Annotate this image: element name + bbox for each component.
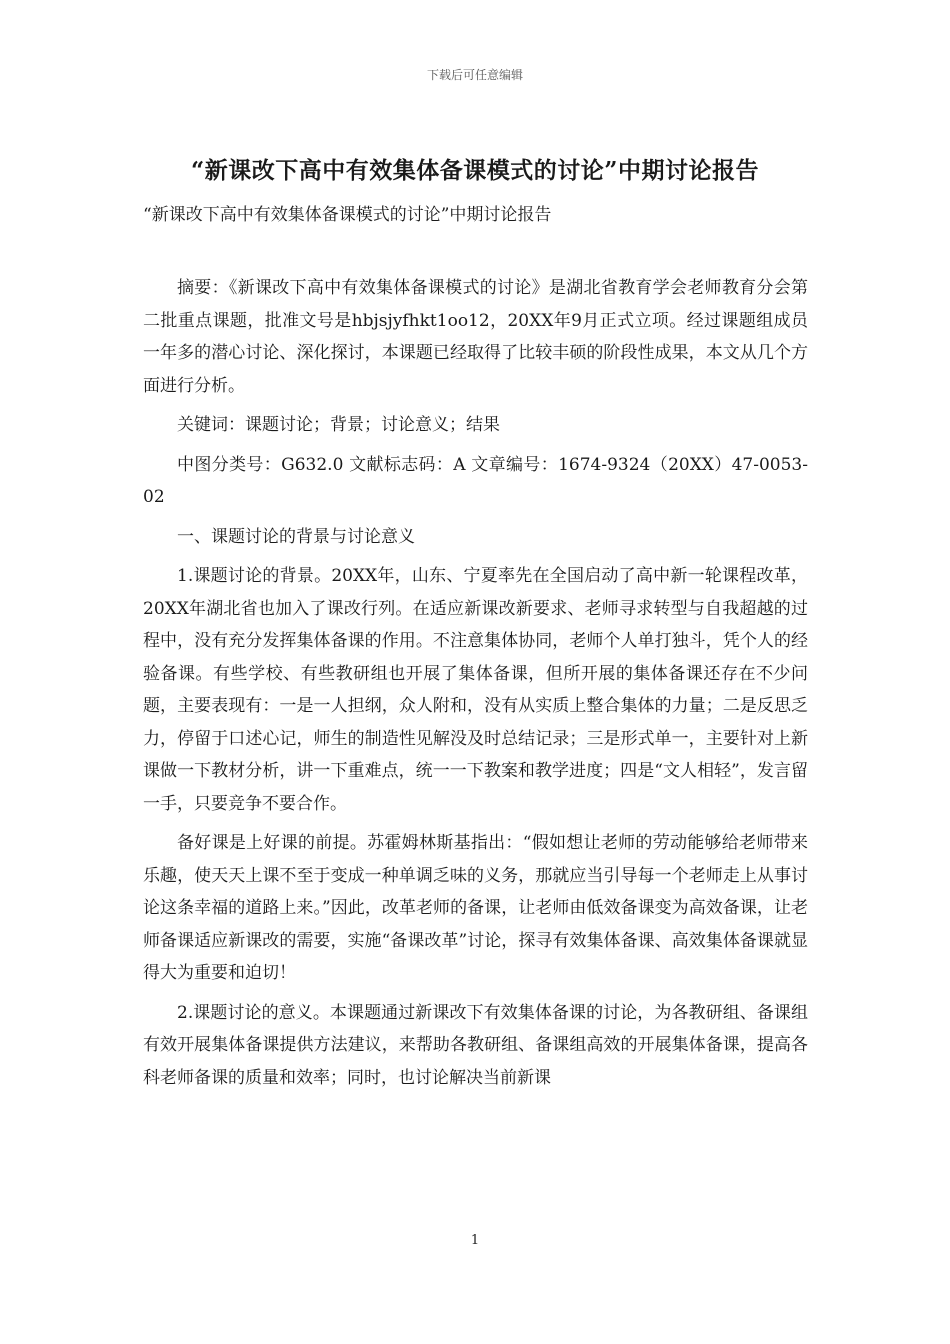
section-heading: 一、课题讨论的背景与讨论意义 bbox=[177, 526, 415, 547]
body-paragraph: 1.课题讨论的背景。20XX年，山东、宁夏率先在全国启动了高中新一轮课程改革，20XX年湖北省也加入了课改行列。在适应新课改新要求、老师寻求转型与自我超越的过程中，没有充分发挥集体备课的作用。不注意集体协同，老师个人单打独斗，凭个人的经验备课。有些学校、有些教研组也开展了集体备课，但所开展的集体备课还存在不少问题，主要表现有：一是一人担纲，众人附和，没有从实质上整合集体的力量；二是反思乏力，停留于口述心记，师生的制造性见解没及时总结记录；三是形式单一，主要针对上新课做一下教材分析，讲一下重难点，统一一下教案和教学进度；四是“文人相轻”，发言留一手，只要竞争不要合作。 bbox=[143, 566, 808, 814]
document-title: “新课改下高中有效集体备课模式的讨论”中期讨论报告 bbox=[191, 157, 759, 184]
classification-paragraph: 中图分类号：G632.0 文献标志码：A 文章编号：1674-9324（20XX）47-0053-02 bbox=[143, 454, 808, 507]
document-subtitle: “新课改下高中有效集体备课模式的讨论”中期讨论报告 bbox=[143, 205, 552, 225]
header-note: 下载后可任意编辑 bbox=[426, 68, 523, 82]
body-paragraph: 2.课题讨论的意义。本课题通过新课改下有效集体备课的讨论，为各教研组、备课组有效开展集体备课提供方法建议，来帮助各教研组、备课组高效的开展集体备课，提高各科老师备课的质量和效率；同时，也讨论解决当前新课 bbox=[143, 1002, 808, 1088]
keywords-paragraph: 关键词：课题讨论；背景；讨论意义；结果 bbox=[177, 415, 500, 435]
body-paragraph: 备好课是上好课的前提。苏霍姆林斯基指出：“假如想让老师的劳动能够给老师带来乐趣，使天天上课不至于变成一种单调乏味的义务，那就应当引导每一个老师走上从事讨论这条幸福的道路上来。”因此，改革老师的备课，让老师由低效备课变为高效备课，让老师备课适应新课改的需要，实施“备课改革”讨论，探寻有效集体备课、高效集体备课就显得大为重要和迫切！ bbox=[143, 833, 808, 983]
page-number: 1 bbox=[470, 1233, 480, 1248]
document-body bbox=[143, 272, 808, 1101]
abstract-paragraph: 摘要：《新课改下高中有效集体备课模式的讨论》是湖北省教育学会老师教育分会第二批重点课题，批准文号是hbjsjyfhkt1oo12，20XX年9月正式立项。经过课题组成员一年多的潜心讨论、深化探讨，本课题已经取得了比较丰硕的阶段性成果，本文从几个方面进行分析。 bbox=[143, 278, 808, 396]
